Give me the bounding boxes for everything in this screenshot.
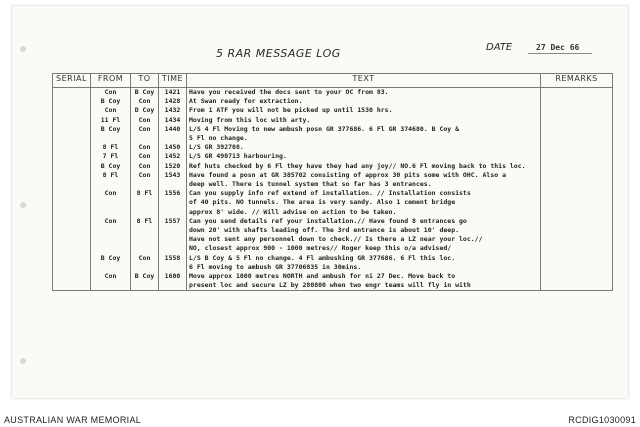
cell-text: L/S 4 Fl Moving to new ambush posn GR 377686. 6 Fl GR 374680. B Coy & 5 Fl no change.: [187, 125, 541, 143]
cell-serial: [53, 97, 91, 106]
date-underline: [528, 53, 592, 54]
document-title: 5 RAR MESSAGE LOG: [216, 47, 341, 60]
cell-to: 8 Fl: [131, 217, 159, 254]
cell-from: B Coy: [91, 125, 131, 143]
cell-to: Con: [131, 97, 159, 106]
table-row: [53, 125, 613, 143]
cell-to: Con: [131, 116, 159, 125]
date-value: 27 Dec 66: [536, 43, 580, 52]
cell-text: At Swan ready for extraction.: [187, 97, 541, 106]
table-row: [53, 272, 613, 291]
cell-from: Con: [91, 217, 131, 254]
cell-from: 7 Fl: [91, 152, 131, 161]
cell-serial: [53, 254, 91, 272]
cell-from: 8 Fl: [91, 171, 131, 189]
cell-time: 1421: [159, 88, 187, 98]
table-row: [53, 171, 613, 189]
cell-from: Con: [91, 189, 131, 217]
cell-serial: [53, 152, 91, 161]
punch-hole: [20, 46, 26, 52]
cell-to: Con: [131, 125, 159, 143]
table-row: [53, 88, 613, 98]
cell-from: Con: [91, 272, 131, 291]
cell-to: Con: [131, 143, 159, 152]
cell-serial: [53, 106, 91, 115]
cell-to: 8 Fl: [131, 189, 159, 217]
cell-to: B Coy: [131, 88, 159, 98]
cell-time: 1450: [159, 143, 187, 152]
table-row: [53, 97, 613, 106]
cell-remarks: [541, 272, 613, 291]
cell-remarks: [541, 189, 613, 217]
cell-serial: [53, 189, 91, 217]
cell-to: Con: [131, 162, 159, 171]
cell-serial: [53, 143, 91, 152]
cell-serial: [53, 88, 91, 98]
punch-hole: [20, 358, 26, 364]
cell-to: Con: [131, 171, 159, 189]
table-row: [53, 152, 613, 161]
table-header-row: [53, 74, 613, 88]
cell-time: 1557: [159, 217, 187, 254]
cell-remarks: [541, 152, 613, 161]
cell-text: L/S B Coy & 5 Fl no change. 4 Fl ambushing GR 377686. 6 Fl this loc. 6 Fl moving to ambush GR 37706835 in 30mins.: [187, 254, 541, 272]
cell-serial: [53, 116, 91, 125]
cell-time: 1428: [159, 97, 187, 106]
header-text: TEXT: [187, 74, 541, 88]
cell-remarks: [541, 143, 613, 152]
cell-text: Can you supply info ref extend of installation. // Installation consists of 40 pits. NO tunnels. The area is very sandy. Also 1 cement bridge approx 8' wide. // Will advise on action to be taken.: [187, 189, 541, 217]
cell-remarks: [541, 97, 613, 106]
table-row: [53, 162, 613, 171]
cell-time: 1520: [159, 162, 187, 171]
cell-time: 1600: [159, 272, 187, 291]
table-body: [53, 88, 613, 291]
punch-hole: [20, 202, 26, 208]
table-row: [53, 217, 613, 254]
cell-time: 1440: [159, 125, 187, 143]
table-row: [53, 143, 613, 152]
cell-text: Move approx 1000 metres NORTH and ambush for ni 27 Dec. Move back to present loc and secure LZ by 280800 when two engr teams will fly in with: [187, 272, 541, 291]
cell-to: Con: [131, 152, 159, 161]
cell-text: L/S GR 392708.: [187, 143, 541, 152]
cell-text: From 1 ATF you will not be picked up until 1530 hrs.: [187, 106, 541, 115]
header-from: FROM: [91, 74, 131, 88]
cell-serial: [53, 171, 91, 189]
header-time: TIME: [159, 74, 187, 88]
cell-to: B Coy: [131, 272, 159, 291]
cell-text: Ref huts checked by 6 Fl they have they had any joy// NO.6 Fl moving back to this loc.: [187, 162, 541, 171]
table-row: [53, 254, 613, 272]
header-remarks: REMARKS: [541, 74, 613, 88]
cell-remarks: [541, 106, 613, 115]
date-label: DATE: [486, 42, 513, 53]
cell-from: B Coy: [91, 162, 131, 171]
cell-serial: [53, 125, 91, 143]
cell-time: 1558: [159, 254, 187, 272]
cell-remarks: [541, 125, 613, 143]
table-row: [53, 106, 613, 115]
cell-remarks: [541, 116, 613, 125]
cell-time: 1556: [159, 189, 187, 217]
footer-institution: AUSTRALIAN WAR MEMORIAL: [4, 415, 142, 425]
cell-remarks: [541, 217, 613, 254]
header-serial: SERIAL: [53, 74, 91, 88]
cell-remarks: [541, 171, 613, 189]
cell-from: B Coy: [91, 254, 131, 272]
cell-from: Con: [91, 106, 131, 115]
cell-remarks: [541, 162, 613, 171]
cell-text: L/S GR 490713 harbouring.: [187, 152, 541, 161]
cell-time: 1543: [159, 171, 187, 189]
header-to: TO: [131, 74, 159, 88]
cell-from: B Coy: [91, 97, 131, 106]
cell-time: 1432: [159, 106, 187, 115]
cell-from: 11 Fl: [91, 116, 131, 125]
cell-remarks: [541, 88, 613, 98]
cell-text: Have found a posn at GR 385702 consisting of approx 30 pits some with OHC. Also a deep well. There is tunnel system that so far has 3 entrances.: [187, 171, 541, 189]
cell-remarks: [541, 254, 613, 272]
cell-serial: [53, 162, 91, 171]
table-row: [53, 189, 613, 217]
message-log-table: [52, 73, 613, 291]
cell-time: 1434: [159, 116, 187, 125]
cell-text: Can you send details ref your installation.// Have found 8 entrances go down 20' with shafts leading off. The 3rd entrance is about 10' deep. Have not sent any personnel down to check.// Is there a LZ near your loc.// NO, closest approx 900 - 1000 metres// Roger keep this o/a advised/: [187, 217, 541, 254]
cell-from: Con: [91, 88, 131, 98]
cell-time: 1452: [159, 152, 187, 161]
footer-reference: RCDIG1030091: [568, 415, 636, 425]
cell-text: Moving from this loc with arty.: [187, 116, 541, 125]
cell-from: 8 Fl: [91, 143, 131, 152]
cell-serial: [53, 217, 91, 254]
table-row: [53, 116, 613, 125]
cell-to: D Coy: [131, 106, 159, 115]
cell-to: Con: [131, 254, 159, 272]
cell-serial: [53, 272, 91, 291]
cell-text: Have you received the docs sent to your OC from 83.: [187, 88, 541, 98]
